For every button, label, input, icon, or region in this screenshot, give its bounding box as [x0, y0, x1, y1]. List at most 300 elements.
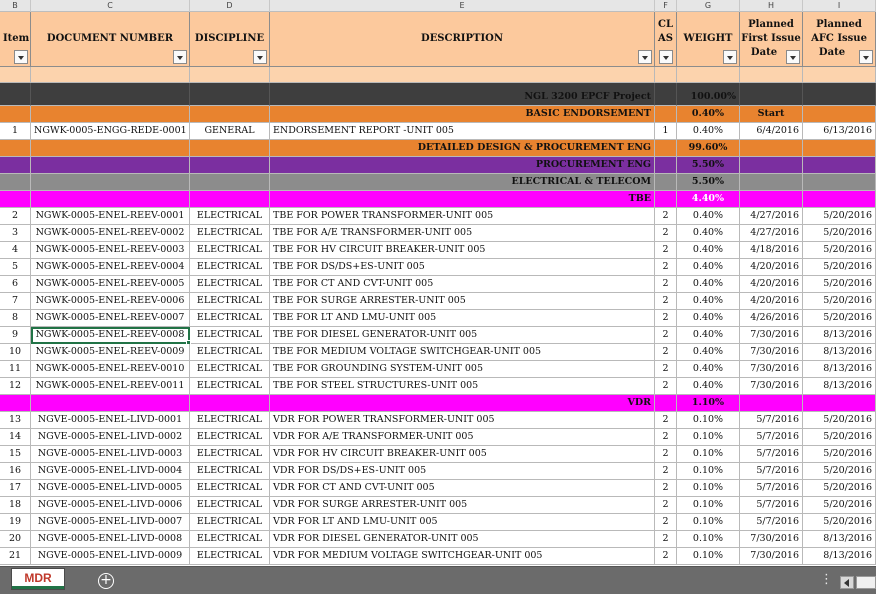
item-cell[interactable]: 21	[0, 548, 31, 565]
table-row	[0, 225, 876, 242]
table-row	[0, 123, 876, 140]
cell[interactable]	[31, 106, 190, 123]
cell[interactable]	[655, 395, 677, 412]
group-electrical-title[interactable]: ELECTRICAL & TELECOM	[270, 174, 655, 191]
table-row	[0, 463, 876, 480]
horizontal-scrollbar[interactable]	[856, 576, 876, 589]
class-cell[interactable]: 2	[655, 480, 677, 497]
group-procurement-title[interactable]: PROCUREMENT ENG	[270, 157, 655, 174]
cell[interactable]	[740, 191, 803, 208]
group-basic-weight[interactable]: 0.40%	[677, 106, 740, 123]
table-row	[0, 276, 876, 293]
filter-dropdown-icon[interactable]	[659, 50, 673, 64]
cell[interactable]	[740, 395, 803, 412]
weight-cell[interactable]: 0.10%	[677, 429, 740, 446]
document-number-cell[interactable]: NGWK-0005-ENEL-REEV-0005	[31, 276, 190, 293]
filter-dropdown-icon[interactable]	[173, 50, 187, 64]
table-row	[0, 344, 876, 361]
description-cell[interactable]: VDR FOR CT AND CVT-UNIT 005	[270, 480, 655, 497]
class-cell[interactable]: 2	[655, 531, 677, 548]
cell[interactable]	[655, 174, 677, 191]
weight-cell[interactable]: 0.10%	[677, 548, 740, 565]
class-cell[interactable]: 2	[655, 412, 677, 429]
first-issue-cell[interactable]: 6/4/2016	[740, 123, 803, 140]
discipline-cell[interactable]: ELECTRICAL	[190, 497, 270, 514]
afc-issue-cell[interactable]: 5/20/2016	[803, 293, 876, 310]
header-afc-issue[interactable]	[803, 12, 876, 67]
discipline-cell[interactable]: ELECTRICAL	[190, 344, 270, 361]
weight-cell[interactable]: 0.40%	[677, 327, 740, 344]
header-weight-label: WEIGHT	[683, 33, 733, 44]
class-cell[interactable]: 2	[655, 514, 677, 531]
discipline-cell[interactable]: ELECTRICAL	[190, 327, 270, 344]
cell[interactable]	[190, 83, 270, 106]
first-issue-cell[interactable]: 7/30/2016	[740, 531, 803, 548]
cell[interactable]	[270, 67, 655, 83]
document-number-cell[interactable]: NGVE-0005-ENEL-LIVD-0001	[31, 412, 190, 429]
discipline-cell[interactable]: ELECTRICAL	[190, 548, 270, 565]
weight-cell[interactable]: 0.10%	[677, 531, 740, 548]
afc-issue-cell[interactable]: 8/13/2016	[803, 378, 876, 395]
weight-cell[interactable]: 0.40%	[677, 225, 740, 242]
cell[interactable]	[655, 157, 677, 174]
description-cell[interactable]: ENDORSEMENT REPORT -UNIT 005	[270, 123, 655, 140]
item-cell[interactable]: 14	[0, 429, 31, 446]
document-number-cell-selected[interactable]: NGWK-0005-ENEL-REEV-0008	[31, 327, 190, 344]
cell[interactable]	[0, 106, 31, 123]
class-cell[interactable]: 2	[655, 259, 677, 276]
group-vdr-title[interactable]: VDR	[270, 395, 655, 412]
filter-dropdown-icon[interactable]	[786, 50, 800, 64]
afc-issue-cell[interactable]: 5/20/2016	[803, 497, 876, 514]
document-number-cell[interactable]: NGVE-0005-ENEL-LIVD-0004	[31, 463, 190, 480]
cell[interactable]	[31, 395, 190, 412]
cell[interactable]	[740, 83, 803, 106]
discipline-cell[interactable]: ELECTRICAL	[190, 259, 270, 276]
description-cell[interactable]: TBE FOR A/E TRANSFORMER-UNIT 005	[270, 225, 655, 242]
description-cell[interactable]: VDR FOR A/E TRANSFORMER-UNIT 005	[270, 429, 655, 446]
group-detailed-title[interactable]: DETAILED DESIGN & PROCUREMENT ENG	[270, 140, 655, 157]
afc-issue-cell[interactable]: 5/20/2016	[803, 310, 876, 327]
description-cell[interactable]: VDR FOR POWER TRANSFORMER-UNIT 005	[270, 412, 655, 429]
table-row	[0, 514, 876, 531]
first-issue-cell[interactable]: 4/20/2016	[740, 259, 803, 276]
description-cell[interactable]: TBE FOR MEDIUM VOLTAGE SWITCHGEAR-UNIT 005	[270, 344, 655, 361]
first-issue-cell[interactable]: 7/30/2016	[740, 344, 803, 361]
description-cell[interactable]: TBE FOR SURGE ARRESTER-UNIT 005	[270, 293, 655, 310]
document-number-cell[interactable]: NGVE-0005-ENEL-LIVD-0007	[31, 514, 190, 531]
document-number-cell[interactable]: NGWK-0005-ENEL-REEV-0003	[31, 242, 190, 259]
discipline-cell[interactable]: ELECTRICAL	[190, 531, 270, 548]
weight-cell[interactable]: 0.40%	[677, 242, 740, 259]
afc-issue-cell[interactable]: 5/20/2016	[803, 242, 876, 259]
column-headers	[0, 0, 876, 12]
discipline-cell[interactable]: ELECTRICAL	[190, 276, 270, 293]
description-cell[interactable]: TBE FOR POWER TRANSFORMER-UNIT 005	[270, 208, 655, 225]
description-cell[interactable]: TBE FOR LT AND LMU-UNIT 005	[270, 310, 655, 327]
weight-cell[interactable]: 0.10%	[677, 412, 740, 429]
cell[interactable]	[803, 174, 876, 191]
weight-cell[interactable]: 0.10%	[677, 497, 740, 514]
sheet-tab-bar	[0, 566, 876, 594]
item-cell[interactable]: 18	[0, 497, 31, 514]
table-row	[0, 429, 876, 446]
afc-issue-cell[interactable]: 5/20/2016	[803, 276, 876, 293]
cell[interactable]	[190, 174, 270, 191]
description-cell[interactable]: TBE FOR HV CIRCUIT BREAKER-UNIT 005	[270, 242, 655, 259]
group-row-project	[0, 83, 876, 106]
discipline-cell[interactable]: ELECTRICAL	[190, 225, 270, 242]
class-cell[interactable]: 1	[655, 123, 677, 140]
header-first-issue-line2: First Issue	[741, 33, 801, 44]
discipline-cell[interactable]: ELECTRICAL	[190, 446, 270, 463]
class-cell[interactable]: 2	[655, 208, 677, 225]
scroll-left-icon[interactable]	[840, 576, 854, 589]
first-issue-cell[interactable]: 4/27/2016	[740, 225, 803, 242]
cell[interactable]	[31, 67, 190, 83]
table-row	[0, 378, 876, 395]
weight-cell[interactable]: 0.40%	[677, 259, 740, 276]
class-cell[interactable]: 2	[655, 327, 677, 344]
afc-issue-cell[interactable]: 5/20/2016	[803, 208, 876, 225]
spreadsheet-grid	[0, 12, 876, 566]
item-cell[interactable]: 12	[0, 378, 31, 395]
afc-issue-cell[interactable]: 5/20/2016	[803, 429, 876, 446]
cell[interactable]	[31, 157, 190, 174]
column-header-b[interactable]: B	[0, 0, 31, 12]
cell[interactable]	[0, 157, 31, 174]
afc-issue-cell[interactable]: 8/13/2016	[803, 361, 876, 378]
class-cell[interactable]: 2	[655, 293, 677, 310]
afc-issue-cell[interactable]: 5/20/2016	[803, 259, 876, 276]
discipline-cell[interactable]: ELECTRICAL	[190, 429, 270, 446]
first-issue-cell[interactable]: 5/7/2016	[740, 446, 803, 463]
cell[interactable]	[655, 191, 677, 208]
weight-cell[interactable]: 0.40%	[677, 208, 740, 225]
discipline-cell[interactable]: ELECTRICAL	[190, 412, 270, 429]
table-row-selected	[0, 327, 876, 344]
class-cell[interactable]: 2	[655, 310, 677, 327]
item-cell[interactable]: 13	[0, 412, 31, 429]
table-row	[0, 548, 876, 565]
cell[interactable]	[655, 106, 677, 123]
document-number-cell[interactable]: NGVE-0005-ENEL-LIVD-0002	[31, 429, 190, 446]
header-class-line1: CL	[658, 19, 673, 30]
cell[interactable]	[740, 140, 803, 157]
class-cell[interactable]: 2	[655, 344, 677, 361]
group-basic-start[interactable]: Start	[740, 106, 803, 123]
filter-dropdown-icon[interactable]	[253, 50, 267, 64]
table-row	[0, 259, 876, 276]
cell[interactable]	[740, 67, 803, 83]
cell[interactable]	[0, 174, 31, 191]
afc-issue-cell[interactable]: 5/20/2016	[803, 514, 876, 531]
discipline-cell[interactable]: ELECTRICAL	[190, 310, 270, 327]
cell[interactable]	[31, 191, 190, 208]
item-cell[interactable]: 20	[0, 531, 31, 548]
cell[interactable]	[190, 157, 270, 174]
group-project-title[interactable]: NGL 3200 EPCF Project	[270, 83, 655, 106]
class-cell[interactable]: 2	[655, 276, 677, 293]
item-cell[interactable]: 5	[0, 259, 31, 276]
document-number-cell[interactable]: NGVE-0005-ENEL-LIVD-0005	[31, 480, 190, 497]
weight-cell[interactable]: 0.10%	[677, 514, 740, 531]
cell[interactable]	[31, 83, 190, 106]
item-cell[interactable]: 19	[0, 514, 31, 531]
document-number-cell[interactable]: NGVE-0005-ENEL-LIVD-0003	[31, 446, 190, 463]
column-header-i[interactable]: I	[803, 0, 876, 12]
filter-dropdown-icon[interactable]	[638, 50, 652, 64]
first-issue-cell[interactable]: 5/7/2016	[740, 497, 803, 514]
document-number-cell[interactable]: NGWK-0005-ENEL-REEV-0009	[31, 344, 190, 361]
cell[interactable]	[740, 174, 803, 191]
weight-cell[interactable]: 0.40%	[677, 310, 740, 327]
sheet-tab-mdr[interactable]: MDR	[12, 569, 64, 589]
item-cell[interactable]: 4	[0, 242, 31, 259]
cell[interactable]	[0, 191, 31, 208]
weight-cell[interactable]: 0.40%	[677, 344, 740, 361]
class-cell[interactable]: 2	[655, 225, 677, 242]
first-issue-cell[interactable]: 5/7/2016	[740, 480, 803, 497]
afc-issue-cell[interactable]: 8/13/2016	[803, 327, 876, 344]
class-cell[interactable]: 2	[655, 378, 677, 395]
filter-dropdown-icon[interactable]	[723, 50, 737, 64]
cell[interactable]	[655, 140, 677, 157]
cell[interactable]	[190, 395, 270, 412]
cell[interactable]	[0, 83, 31, 106]
first-issue-cell[interactable]: 7/30/2016	[740, 361, 803, 378]
header-afc-line3: Date	[818, 47, 846, 58]
discipline-cell[interactable]: ELECTRICAL	[190, 361, 270, 378]
item-cell[interactable]: 2	[0, 208, 31, 225]
description-cell[interactable]: VDR FOR MEDIUM VOLTAGE SWITCHGEAR-UNIT 005	[270, 548, 655, 565]
document-number-cell[interactable]: NGVE-0005-ENEL-LIVD-0009	[31, 548, 190, 565]
item-cell[interactable]: 3	[0, 225, 31, 242]
weight-cell[interactable]: 0.10%	[677, 446, 740, 463]
group-tbe-weight[interactable]: 4.40%	[677, 191, 740, 208]
first-issue-cell[interactable]: 7/30/2016	[740, 327, 803, 344]
document-number-cell[interactable]: NGVE-0005-ENEL-LIVD-0006	[31, 497, 190, 514]
cell[interactable]	[803, 67, 876, 83]
header-discipline[interactable]	[190, 12, 270, 67]
description-cell[interactable]: TBE FOR DIESEL GENERATOR-UNIT 005	[270, 327, 655, 344]
first-issue-cell[interactable]: 7/30/2016	[740, 548, 803, 565]
description-cell[interactable]: VDR FOR SURGE ARRESTER-UNIT 005	[270, 497, 655, 514]
afc-issue-cell[interactable]: 5/20/2016	[803, 225, 876, 242]
column-header-e[interactable]: E	[270, 0, 655, 12]
group-vdr-weight[interactable]: 1.10%	[677, 395, 740, 412]
item-cell[interactable]: 17	[0, 480, 31, 497]
item-cell[interactable]: 8	[0, 310, 31, 327]
cell[interactable]	[655, 67, 677, 83]
group-procurement-weight[interactable]: 5.50%	[677, 157, 740, 174]
discipline-cell[interactable]: GENERAL	[190, 123, 270, 140]
afc-issue-cell[interactable]: 8/13/2016	[803, 344, 876, 361]
weight-cell[interactable]: 0.10%	[677, 463, 740, 480]
cell[interactable]	[0, 395, 31, 412]
first-issue-cell[interactable]: 7/30/2016	[740, 378, 803, 395]
cell[interactable]	[0, 140, 31, 157]
cell[interactable]	[803, 140, 876, 157]
discipline-cell[interactable]: ELECTRICAL	[190, 480, 270, 497]
class-cell[interactable]: 2	[655, 242, 677, 259]
cell[interactable]	[31, 140, 190, 157]
cell[interactable]	[190, 191, 270, 208]
header-first-issue-line1: Planned	[748, 19, 794, 30]
afc-issue-cell[interactable]: 8/13/2016	[803, 531, 876, 548]
group-electrical-weight[interactable]: 5.50%	[677, 174, 740, 191]
group-row-electrical	[0, 174, 876, 191]
group-detailed-weight[interactable]: 99.60%	[677, 140, 740, 157]
document-number-cell[interactable]: NGWK-0005-ENEL-REEV-0004	[31, 259, 190, 276]
filter-dropdown-icon[interactable]	[14, 50, 28, 64]
more-options-icon[interactable]: ⋮	[820, 572, 833, 587]
weight-cell[interactable]: 0.40%	[677, 123, 740, 140]
column-header-h[interactable]: H	[740, 0, 803, 12]
table-row	[0, 497, 876, 514]
discipline-cell[interactable]: ELECTRICAL	[190, 378, 270, 395]
first-issue-cell[interactable]: 4/26/2016	[740, 310, 803, 327]
discipline-cell[interactable]: ELECTRICAL	[190, 208, 270, 225]
group-project-weight[interactable]: 100.00%	[677, 83, 740, 106]
item-cell[interactable]: 6	[0, 276, 31, 293]
description-cell[interactable]: TBE FOR GROUNDING SYSTEM-UNIT 005	[270, 361, 655, 378]
cell[interactable]	[803, 83, 876, 106]
document-number-cell[interactable]: NGWK-0005-ENEL-REEV-0001	[31, 208, 190, 225]
header-class-line2: AS	[658, 33, 673, 44]
afc-issue-cell[interactable]: 5/20/2016	[803, 446, 876, 463]
header-item[interactable]	[0, 12, 31, 67]
header-afc-line2: AFC Issue	[811, 33, 867, 44]
header-class[interactable]	[655, 12, 677, 67]
weight-cell[interactable]: 0.40%	[677, 378, 740, 395]
header-discipline-label: DISCIPLINE	[194, 33, 265, 44]
cell[interactable]	[803, 106, 876, 123]
group-row-basic	[0, 106, 876, 123]
cell[interactable]	[190, 106, 270, 123]
weight-cell[interactable]: 0.10%	[677, 480, 740, 497]
document-number-cell[interactable]: NGWK-0005-ENEL-REEV-0007	[31, 310, 190, 327]
cell[interactable]	[655, 83, 677, 106]
item-cell[interactable]: 9	[0, 327, 31, 344]
document-number-cell[interactable]: NGWK-0005-ENEL-REEV-0010	[31, 361, 190, 378]
table-row	[0, 293, 876, 310]
header-item-label: Item	[3, 33, 30, 44]
first-issue-cell[interactable]: 5/7/2016	[740, 412, 803, 429]
first-issue-cell[interactable]: 4/27/2016	[740, 208, 803, 225]
first-issue-cell[interactable]: 5/7/2016	[740, 429, 803, 446]
first-issue-cell[interactable]: 4/20/2016	[740, 276, 803, 293]
header-description-label: DESCRIPTION	[421, 33, 503, 44]
afc-issue-cell[interactable]: 8/13/2016	[803, 548, 876, 565]
weight-cell[interactable]: 0.40%	[677, 293, 740, 310]
header-document-number-label: DOCUMENT NUMBER	[46, 33, 174, 44]
afc-issue-cell[interactable]: 5/20/2016	[803, 463, 876, 480]
column-header-f[interactable]: F	[655, 0, 677, 12]
class-cell[interactable]: 2	[655, 429, 677, 446]
discipline-cell[interactable]: ELECTRICAL	[190, 293, 270, 310]
cell[interactable]	[0, 67, 31, 83]
group-basic-title[interactable]: BASIC ENDORSEMENT	[270, 106, 655, 123]
header-document-number[interactable]	[31, 12, 190, 67]
description-cell[interactable]: VDR FOR DS/DS+ES-UNIT 005	[270, 463, 655, 480]
group-row-tbe	[0, 191, 876, 208]
description-cell[interactable]: VDR FOR LT AND LMU-UNIT 005	[270, 514, 655, 531]
table-row	[0, 361, 876, 378]
table-row	[0, 310, 876, 327]
first-issue-cell[interactable]: 4/18/2016	[740, 242, 803, 259]
item-cell[interactable]: 16	[0, 463, 31, 480]
header-row	[0, 12, 876, 67]
column-header-d[interactable]: D	[190, 0, 270, 12]
cell[interactable]	[190, 140, 270, 157]
item-cell[interactable]: 10	[0, 344, 31, 361]
class-cell[interactable]: 2	[655, 361, 677, 378]
cell[interactable]	[740, 157, 803, 174]
item-cell[interactable]: 1	[0, 123, 31, 140]
header-first-issue[interactable]	[740, 12, 803, 67]
column-header-g[interactable]: G	[677, 0, 740, 12]
description-cell[interactable]: TBE FOR CT AND CVT-UNIT 005	[270, 276, 655, 293]
first-issue-cell[interactable]: 5/7/2016	[740, 514, 803, 531]
weight-cell[interactable]: 0.40%	[677, 361, 740, 378]
description-cell[interactable]: TBE FOR STEEL STRUCTURES-UNIT 005	[270, 378, 655, 395]
table-row	[0, 208, 876, 225]
table-row	[0, 242, 876, 259]
item-cell[interactable]: 7	[0, 293, 31, 310]
add-sheet-icon[interactable]: +	[98, 573, 114, 589]
first-issue-cell[interactable]: 4/20/2016	[740, 293, 803, 310]
afc-issue-cell[interactable]: 5/20/2016	[803, 480, 876, 497]
header-weight[interactable]	[677, 12, 740, 67]
table-row	[0, 446, 876, 463]
cell[interactable]	[803, 191, 876, 208]
discipline-cell[interactable]: ELECTRICAL	[190, 463, 270, 480]
item-cell[interactable]: 11	[0, 361, 31, 378]
document-number-cell[interactable]: NGVE-0005-ENEL-LIVD-0008	[31, 531, 190, 548]
cell[interactable]	[31, 174, 190, 191]
document-number-cell[interactable]: NGWK-0005-ENGG-REDE-0001	[31, 123, 190, 140]
class-cell[interactable]: 2	[655, 497, 677, 514]
description-cell[interactable]: VDR FOR DIESEL GENERATOR-UNIT 005	[270, 531, 655, 548]
group-row-detailed	[0, 140, 876, 157]
item-cell[interactable]: 15	[0, 446, 31, 463]
cell[interactable]	[190, 67, 270, 83]
cell[interactable]	[803, 395, 876, 412]
cell[interactable]	[803, 157, 876, 174]
first-issue-cell[interactable]: 5/7/2016	[740, 463, 803, 480]
document-number-cell[interactable]: NGWK-0005-ENEL-REEV-0006	[31, 293, 190, 310]
table-row	[0, 531, 876, 548]
discipline-cell[interactable]: ELECTRICAL	[190, 242, 270, 259]
afc-issue-cell[interactable]: 6/13/2016	[803, 123, 876, 140]
header-description[interactable]	[270, 12, 655, 67]
group-tbe-title[interactable]: TBE	[270, 191, 655, 208]
column-header-c[interactable]: C	[31, 0, 190, 12]
discipline-cell[interactable]: ELECTRICAL	[190, 514, 270, 531]
document-number-cell[interactable]: NGWK-0005-ENEL-REEV-0011	[31, 378, 190, 395]
class-cell[interactable]: 2	[655, 446, 677, 463]
weight-cell[interactable]: 0.40%	[677, 276, 740, 293]
class-cell[interactable]: 2	[655, 463, 677, 480]
filter-dropdown-icon[interactable]	[859, 50, 873, 64]
cell[interactable]	[677, 67, 740, 83]
description-cell[interactable]: TBE FOR DS/DS+ES-UNIT 005	[270, 259, 655, 276]
class-cell[interactable]: 2	[655, 548, 677, 565]
document-number-cell[interactable]: NGWK-0005-ENEL-REEV-0002	[31, 225, 190, 242]
description-cell[interactable]: VDR FOR HV CIRCUIT BREAKER-UNIT 005	[270, 446, 655, 463]
afc-issue-cell[interactable]: 5/20/2016	[803, 412, 876, 429]
